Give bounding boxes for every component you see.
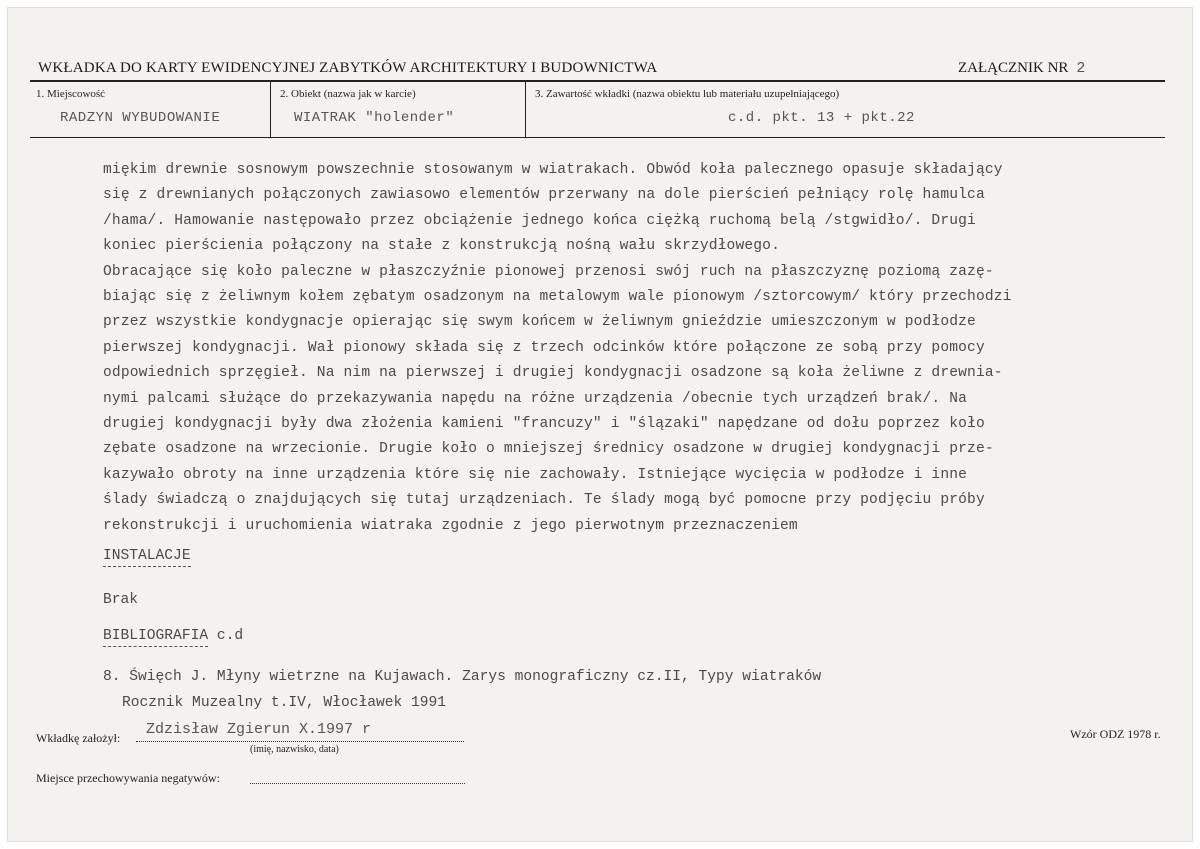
form-title: WKŁADKA DO KARTY EWIDENCYJNEJ ZABYTKÓW ARCHITEKTURY I BUDOWNICTWA bbox=[38, 60, 658, 76]
description-body bbox=[103, 158, 1143, 539]
bibliography-suffix: c.d bbox=[216, 628, 244, 644]
bibliography-entry-line: Rocznik Muzealny t.IV, Włocławek 1991 bbox=[122, 695, 447, 711]
object-label: 2. Obiekt (nazwa jak w karcie) bbox=[280, 88, 416, 100]
installations-heading bbox=[103, 548, 191, 564]
founder-label: Wkładkę założył: bbox=[36, 731, 121, 745]
body-line: miękim drewnie sosnowym powszechnie stosowanym w wiatrakach. Obwód koła palecznego opasuje składający bbox=[103, 162, 1003, 178]
body-line: drugiej kondygnacji były dwa złożenia kamieni "francuzy" i "ślązaki" napędzane od dołu poprzez koło bbox=[103, 416, 985, 433]
body-line: nymi palcami służące do przekazywania napędu na różne urządzenia /obecnie tych urządzeń brak/. Na bbox=[103, 390, 968, 407]
template-note: Wzór ODZ 1978 r. bbox=[1070, 727, 1161, 741]
founder-value: Zdzisław Zgierun X.1997 r bbox=[146, 721, 372, 738]
installations-value: Brak bbox=[103, 592, 139, 608]
installations-heading-text: INSTALACJE bbox=[103, 548, 191, 567]
column-divider-1 bbox=[270, 80, 271, 137]
header-top-rule bbox=[30, 80, 1165, 82]
body-line: koniec pierścienia połączony na stałe z konstrukcją nośną wału skrzydłowego. bbox=[103, 238, 780, 255]
body-line: odpowiednich sprzęgieł. Na nim na pierwszej i drugiej kondygnacji osadzone są koła żeliwne z drewnia- bbox=[103, 365, 1003, 382]
location-value: RADZYN WYBUDOWANIE bbox=[60, 110, 221, 126]
column-divider-2 bbox=[525, 80, 526, 137]
content-value: c.d. pkt. 13 + pkt.22 bbox=[728, 110, 915, 126]
bibliography-heading-text: BIBLIOGRAFIA bbox=[103, 628, 208, 647]
header-bottom-rule bbox=[30, 137, 1165, 138]
location-label: 1. Miejscowość bbox=[36, 88, 106, 100]
body-line: ślady świadczą o znajdujących się tutaj urządzeniach. Te ślady mogą być pomocne przy podjęciu próby bbox=[103, 492, 985, 509]
negatives-line bbox=[250, 783, 465, 784]
body-line: rekonstrukcji i uruchomienia wiatraka zgodnie z jego pierwotnym przeznaczeniem bbox=[103, 517, 798, 534]
body-line: zębate osadzone na wrzecionie. Drugie koło o mniejszej średnicy osadzone w drugiej kondygnacji prze- bbox=[103, 441, 994, 458]
body-line: /hama/. Hamowanie następowało przez obciążenie jednego końca ciężką ruchomą belą /stgwidło/. Drugi bbox=[103, 212, 976, 229]
bibliography-heading bbox=[103, 628, 243, 644]
content-label: 3. Zawartość wkładki (nazwa obiektu lub materiału uzupełniającego) bbox=[535, 88, 840, 100]
body-line: pierwszej kondygnacji. Wał pionowy składa się z trzech odcinków które połączone ze sobą przy pomocy bbox=[103, 339, 985, 356]
negatives-label: Miejsce przechowywania negatywów: bbox=[36, 771, 220, 785]
attachment-number-value: 2 bbox=[1076, 60, 1086, 77]
body-line: przez wszystkie kondygnacje opierając się swym końcem w żeliwnym gnieździe umieszczonym w podłodze bbox=[103, 314, 976, 331]
body-line: się z drewnianych połączonych zawiasowo elementów przerwany na dole pierścień pełniący rolę hamulca bbox=[103, 187, 985, 204]
object-value: WIATRAK "holender" bbox=[294, 110, 455, 126]
attachment-number bbox=[958, 60, 1085, 77]
body-line: kazywało obroty na inne urządzenia które się nie zachowały. Istniejące wycięcia w podłodze i inne bbox=[103, 466, 968, 483]
body-line: Obracające się koło paleczne w płaszczyźnie pionowej przenosi swój ruch na płaszczyznę poziomą zazę- bbox=[103, 263, 994, 280]
founder-line bbox=[136, 741, 464, 742]
bibliography-entry-line: 8. Święch J. Młyny wietrzne na Kujawach. Zarys monograficzny cz.II, Typy wiatraków bbox=[103, 669, 822, 685]
body-line: biając się z żeliwnym kołem zębatym osadzonym na metalowym wale pionowym /sztorcowym/ który przechodzi bbox=[103, 289, 1012, 306]
founder-note: (imię, nazwisko, data) bbox=[250, 744, 339, 755]
attachment-label: ZAŁĄCZNIK NR bbox=[958, 60, 1069, 76]
